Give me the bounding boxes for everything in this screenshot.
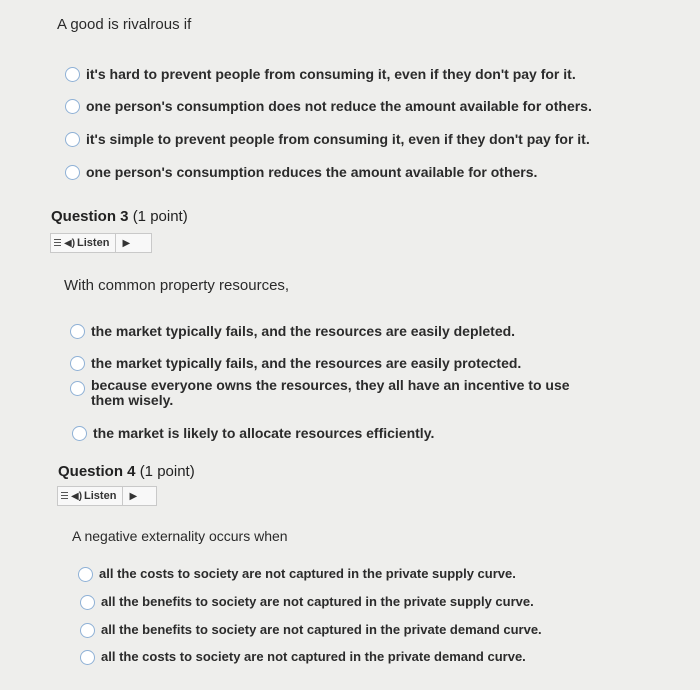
option-label[interactable]: it's simple to prevent people from consuming it, even if they don't pay for it. [86,131,590,147]
option-label[interactable]: all the costs to society are not captured in the private demand curve. [101,649,526,664]
listen-label: Listen [77,237,110,249]
speaker-icon: ◀) [71,490,83,502]
question-title [51,208,188,225]
play-icon[interactable]: ▶ [129,490,138,502]
radio-button[interactable] [72,426,87,441]
radio-button[interactable] [70,324,85,339]
divider [115,234,116,252]
question-points: (1 point) [139,463,195,480]
option-label[interactable]: the market typically fails, and the resources are easily protected. [91,355,522,371]
option-label[interactable]: all the benefits to society are not captured in the private supply curve. [101,594,534,609]
answer-option[interactable] [65,98,592,114]
question-prompt: A negative externality occurs when [72,528,288,544]
listen-button[interactable] [50,233,152,253]
radio-button[interactable] [70,356,85,371]
question-points: (1 point) [132,208,188,225]
radio-button[interactable] [65,165,80,180]
question-number: Question 3 [51,208,129,225]
option-label[interactable]: one person's consumption reduces the amount available for others. [86,164,538,180]
option-label[interactable]: the market is likely to allocate resources efficiently. [93,425,435,441]
radio-button[interactable] [65,132,80,147]
speaker-icon: ◀) [64,237,76,249]
question-number: Question 4 [58,463,136,480]
answer-option[interactable] [80,622,542,638]
answer-option[interactable] [65,164,537,180]
option-label[interactable]: it's hard to prevent people from consuming it, even if they don't pay for it. [86,66,576,82]
question-prompt: With common property resources, [64,277,290,294]
radio-button[interactable] [65,67,80,82]
play-icon[interactable]: ▶ [122,237,131,249]
listen-label: Listen [84,490,117,502]
question-prompt: A good is rivalrous if [57,16,192,33]
radio-button[interactable] [80,650,95,665]
divider [122,487,123,505]
radio-button[interactable] [80,595,95,610]
option-label[interactable]: all the benefits to society are not captured in the private demand curve. [101,622,542,637]
answer-option[interactable] [72,425,434,441]
answer-option[interactable] [70,323,515,339]
grip-icon [54,239,61,247]
listen-button[interactable] [57,486,157,506]
option-label[interactable]: all the costs to society are not captured in the private supply curve. [99,566,516,581]
radio-button[interactable] [70,381,85,396]
radio-button[interactable] [78,567,93,582]
answer-option[interactable] [70,355,521,371]
option-label[interactable]: one person's consumption does not reduce the amount available for others. [86,98,592,114]
answer-option[interactable] [65,66,576,82]
answer-option[interactable] [78,566,516,582]
question-title [58,463,195,480]
answer-option[interactable] [80,649,526,665]
radio-button[interactable] [65,99,80,114]
option-label[interactable]: the market typically fails, and the resources are easily depleted. [91,323,516,339]
answer-option[interactable] [70,378,600,408]
radio-button[interactable] [80,623,95,638]
grip-icon [61,492,68,500]
answer-option[interactable] [80,594,534,610]
answer-option[interactable] [65,131,590,147]
option-label[interactable]: because everyone owns the resources, they all have an incentive to use them wisely. [91,377,570,408]
